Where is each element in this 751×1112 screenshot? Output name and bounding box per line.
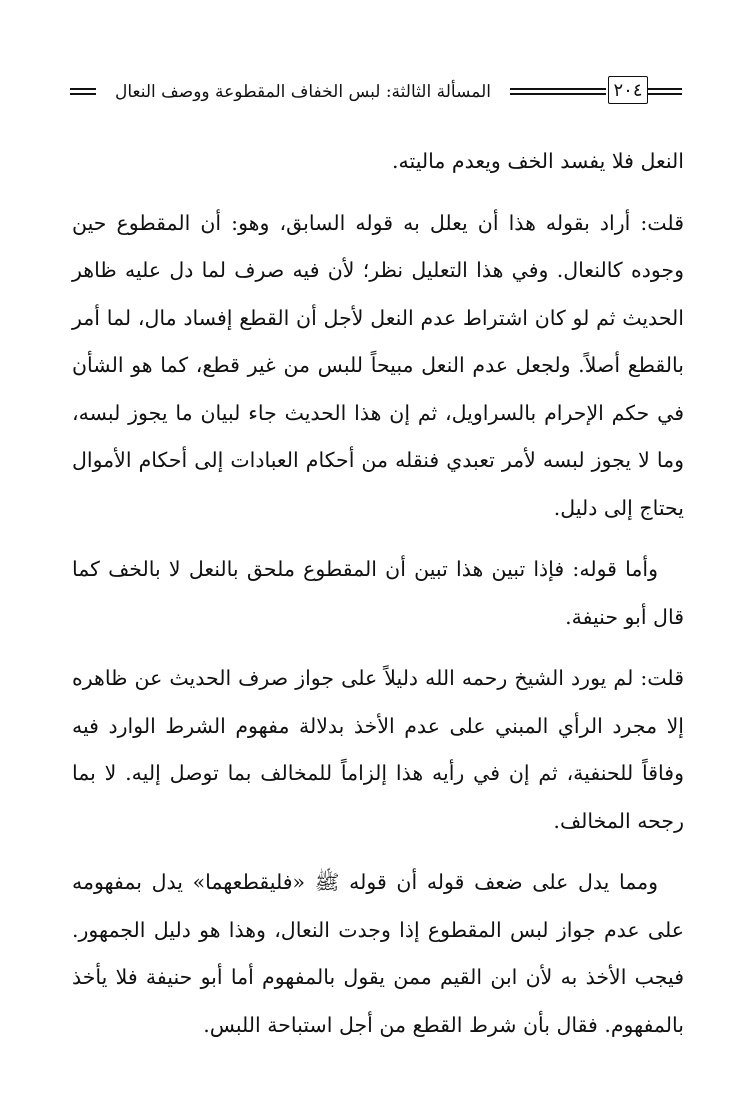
header-rule-right [648,88,682,95]
chapter-title: المسألة الثالثة: لبس الخفاف المقطوعة ووصف النعال [115,82,491,102]
running-header [70,76,682,108]
paragraph-2: قلت: أراد بقوله هذا أن يعلل به قوله السابق، وهو: أن المقطوع حين وجوده كالنعال. وفي هذا التعليل نظر؛ لأن فيه صرف لما دل عليه ظاهر الحديث ثم لو كان اشتراط عدم النعل لأجل أن القطع إفساد مال، لما أمر بالقطع أصلاً. ولجعل عدم النعل مبيحاً للبس من غير قطع، كما هو الشأن في حكم الإحرام بالسراويل، ثم إن هذا الحديث جاء لبيان ما يجوز لبسه، وما لا يجوز لبسه لأمر تعبدي فنقله من أحكام العبادات إلى أحكام الأموال يحتاج إلى دليل. [72,210,684,520]
page-number: ٢٠٤ [608,76,648,104]
header-rule-center [510,88,606,95]
paragraph-1: النعل فلا يفسد الخف ويعدم ماليته. [392,149,684,173]
body-text [72,138,684,1049]
paragraph-5: ومما يدل على ضعف قوله أن قوله ﷺ «فليقطعهما» يدل بمفهومه على عدم جواز لبس المقطوع إذا وجدت النعال، وهذا هو دليل الجمهور. فيجب الأخذ به لأن ابن القيم ممن يقول بالمفهوم أما أبو حنيفة فلا يأخذ بالمفهوم. فقال بأن شرط القطع من أجل استباحة اللبس. [72,870,684,1037]
header-rule-left [70,88,96,95]
paragraph-3: وأما قوله: فإذا تبين هذا تبين أن المقطوع ملحق بالنعل لا بالخف كما قال أبو حنيفة. [72,557,684,629]
paragraph-4: قلت: لم يورد الشيخ رحمه الله دليلاً على جواز صرف الحديث عن ظاهره إلا مجرد الرأي المبني على عدم الأخذ بدلالة مفهوم الشرط الوارد فيه وفاقاً للحنفية، ثم إن في رأيه هذا إلزاماً للمخالف بما توصل إليه. لا بما رجحه المخالف. [72,666,684,833]
